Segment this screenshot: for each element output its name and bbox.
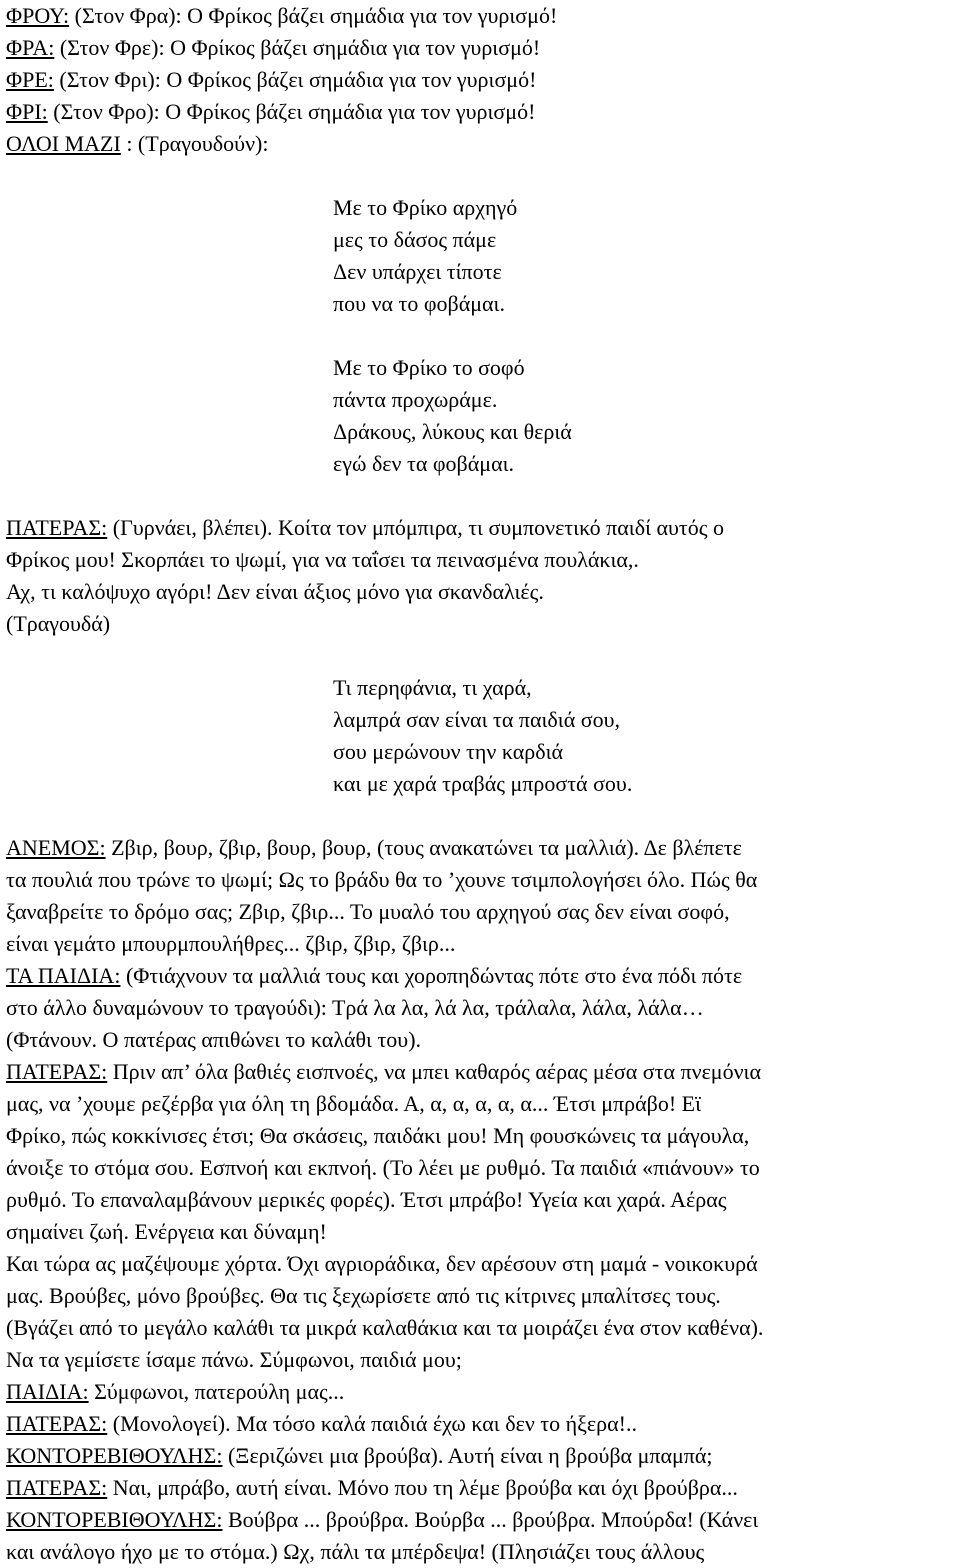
song-verse-line: Δράκους, λύκους και θεριά: [333, 419, 572, 444]
dialogue-line: Φρίκος μου! Σκορπάει το ψωμί, για να ταΐσει τα πεινασμένα πουλάκια,.: [6, 547, 639, 572]
dialogue-text: : (Τραγουδούν):: [120, 131, 269, 156]
dialogue-line: Και τώρα ας μαζέψουμε χόρτα. Όχι αγριοράδικα, δεν αρέσουν στη μαμά - νοικοκυρά: [6, 1251, 758, 1276]
dialogue-text: (Φτιάχνουν τα μαλλιά τους και χοροπηδώντας πότε στο ένα πόδι πότε: [120, 963, 743, 988]
dialogue-line: (Τραγουδά): [6, 611, 111, 636]
dialogue-line: μας, να ’χουμε ρεζέρβα για όλη τη βδομάδα. Α, α, α, α, α, α... Έτσι μπράβο! Εϊ: [6, 1091, 702, 1116]
song-verse-line: σου μερώνουν την καρδιά: [333, 739, 564, 764]
spacer: [6, 800, 954, 832]
song-verse-line: Τι περηφάνια, τι χαρά,: [333, 675, 532, 700]
dialogue-text: (Ξεριζώνει μια βρούβα). Αυτή είναι η βρούβα μπαμπά;: [222, 1443, 713, 1468]
song-verse-line: λαμπρά σαν είναι τα παιδιά σου,: [333, 707, 620, 732]
dialogue-line: [6, 512, 954, 544]
speaker-name: ΠΑΙΔΙΑ:: [6, 1379, 89, 1404]
dialogue-text: (Στον Φρι): Ο Φρίκος βάζει σημάδια για τον γυρισμό!: [53, 67, 537, 92]
dialogue-text: (Στον Φρα): Ο Φρίκος βάζει σημάδια για τον γυρισμό!: [69, 3, 558, 28]
speaker-name: ΦΡΕ:: [6, 67, 54, 92]
song-verse-line: που να το φοβάμαι.: [333, 291, 505, 316]
dialogue-line: και ανάλογο ήχο με το στόμα.) Ωχ, πάλι τα μπέρδεψα! (Πλησιάζει τους άλλους: [6, 1539, 705, 1564]
speaker-name: ΠΑΤΕΡΑΣ:: [6, 515, 108, 540]
dialogue-line: μας. Βρούβες, μόνο βρούβες. Θα τις ξεχωρίσετε από τις κίτρινες μπαλίτσες τους.: [6, 1283, 721, 1308]
dialogue-text: Ναι, μπράβο, αυτή είναι. Μόνο που τη λέμε βρούβα και όχι βρούβρα...: [107, 1475, 738, 1500]
dialogue-text: (Στον Φρε): Ο Φρίκος βάζει σημάδια για τον γυρισμό!: [54, 35, 541, 60]
song-verse-line: Με το Φρίκο το σοφό: [333, 355, 525, 380]
song-verse-line: Με το Φρίκο αρχηγό: [333, 195, 518, 220]
dialogue-line: Αχ, τι καλόψυχο αγόρι! Δεν είναι άξιος μόνο για σκανδαλιές.: [6, 579, 544, 604]
dialogue-line: (Βγάζει από το μεγάλο καλάθι τα μικρά καλαθάκια και τα μοιράζει ένα στον καθένα).: [6, 1315, 764, 1340]
song-verse-line: και με χαρά τραβάς μπροστά σου.: [333, 771, 633, 796]
speaker-name: ΦΡΙ:: [6, 99, 48, 124]
speaker-name: ΠΑΤΕΡΑΣ:: [6, 1475, 108, 1500]
speaker-name: ΦΡΑ:: [6, 35, 55, 60]
dialogue-text: Βούβρα ... βρούβρα. Βούρβα ... βρούβρα. Μπούρδα! (Κάνει: [222, 1507, 759, 1532]
dialogue-line: [6, 832, 954, 864]
dialogue-line: [6, 1504, 954, 1536]
speaker-name: ΟΛΟΙ ΜΑΖΙ: [6, 131, 121, 156]
speaker-name: ΤΑ ΠΑΙΔΙΑ:: [6, 963, 121, 988]
dialogue-line: [6, 128, 954, 160]
dialogue-line: σημαίνει ζωή. Ενέργεια και δύναμη!: [6, 1219, 327, 1244]
song-verse-line: πάντα προχωράμε.: [333, 387, 498, 412]
dialogue-line: [6, 1440, 954, 1472]
dialogue-line: είναι γεμάτο μπουρμπουλήθρες... ζβιρ, ζβιρ, ζβιρ...: [6, 931, 456, 956]
dialogue-text: Ζβιρ, βουρ, ζβιρ, βουρ, βουρ, (τους ανακατώνει τα μαλλιά). Δε βλέπετε: [105, 835, 742, 860]
dialogue-line: [6, 1376, 954, 1408]
dialogue-line: [6, 96, 954, 128]
speaker-name: ΚΟΝΤΟΡΕΒΙΘΟΥΛΗΣ:: [6, 1443, 223, 1468]
dialogue-line: [6, 32, 954, 64]
spacer: [6, 640, 954, 672]
dialogue-text: (Μονολογεί). Μα τόσο καλά παιδιά έχω και δεν το ήξερα!..: [107, 1411, 637, 1436]
dialogue-text: (Γυρνάει, βλέπει). Κοίτα τον μπόμπιρα, τι συμπονετικό παιδί αυτός ο: [107, 515, 724, 540]
song-verse-line: μες το δάσος πάμε: [333, 227, 497, 252]
speaker-name: ΚΟΝΤΟΡΕΒΙΘΟΥΛΗΣ:: [6, 1507, 223, 1532]
speaker-name: ΑΝΕΜΟΣ:: [6, 835, 106, 860]
dialogue-line: [6, 1472, 954, 1504]
song-verse-line: Δεν υπάρχει τίποτε: [333, 259, 502, 284]
dialogue-line: στο άλλο δυναμώνουν το τραγούδι): Τρά λα λα, λά λα, τράλαλα, λάλα, λάλα…: [6, 995, 704, 1020]
speaker-name: ΠΑΤΕΡΑΣ:: [6, 1411, 108, 1436]
dialogue-text: Σύμφωνοι, πατερούλη μας...: [88, 1379, 345, 1404]
spacer: [6, 320, 954, 352]
dialogue-line: (Φτάνουν. Ο πατέρας απιθώνει το καλάθι του).: [6, 1027, 422, 1052]
speaker-name: ΦΡΟΥ:: [6, 3, 70, 28]
song-verse-line: εγώ δεν τα φοβάμαι.: [333, 451, 515, 476]
spacer: [6, 480, 954, 512]
dialogue-line: τα πουλιά που τρώνε το ψωμί; Ως το βράδυ θα το ’χουνε τσιμπολογήσει όλο. Πώς θα: [6, 867, 758, 892]
spacer: [6, 160, 954, 192]
dialogue-text: Πριν απ’ όλα βαθιές εισπνοές, να μπει καθαρός αέρας μέσα στα πνεμόνια: [107, 1059, 761, 1084]
dialogue-line: άνοιξε το στόμα σου. Εσπνοή και εκπνοή. (Το λέει με ρυθμό. Τα παιδιά «πιάνουν» το: [6, 1155, 760, 1180]
dialogue-text: (Στον Φρο): Ο Φρίκος βάζει σημάδια για τον γυρισμό!: [47, 99, 536, 124]
document-page: [6, 0, 954, 1568]
dialogue-line: Φρίκο, πώς κοκκίνισες έτσι; Θα σκάσεις, παιδάκι μου! Μη φουσκώνεις τα μάγουλα,: [6, 1123, 750, 1148]
dialogue-line: [6, 64, 954, 96]
dialogue-line: [6, 1408, 954, 1440]
dialogue-line: ξαναβρείτε το δρόμο σας; Ζβιρ, ζβιρ... Το μυαλό του αρχηγού σας δεν είναι σοφό,: [6, 899, 730, 924]
dialogue-line: ρυθμό. Το επαναλαμβάνουν μερικές φορές). Έτσι μπράβο! Υγεία και χαρά. Αέρας: [6, 1187, 727, 1212]
dialogue-line: Να τα γεμίσετε ίσαμε πάνω. Σύμφωνοι, παιδιά μου;: [6, 1347, 462, 1372]
speaker-name: ΠΑΤΕΡΑΣ:: [6, 1059, 108, 1084]
dialogue-line: [6, 0, 954, 32]
dialogue-line: [6, 960, 954, 992]
dialogue-line: [6, 1056, 954, 1088]
